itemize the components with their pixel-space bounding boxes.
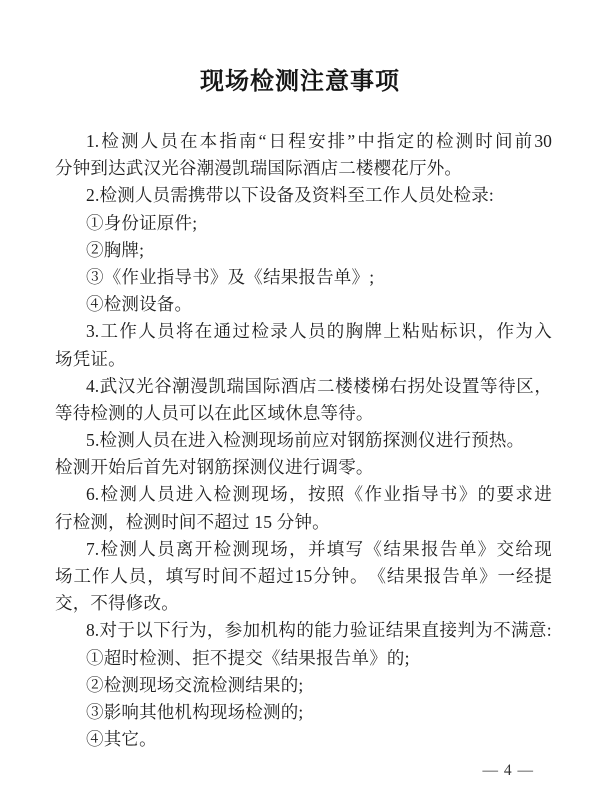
text-line-9: 场凭证。 [55,348,126,369]
text-line-14: 6. 检 测 人 员 进 入 检 测 现 场 ， 按 照 《 作 业 指 导 书 》 的 要 求 进 [86,484,552,505]
text-line-20: ①超时检测、拒不提交《结果报告单》的; [86,647,410,668]
text-line-18: 交，不得修改。 [55,593,179,614]
text-line-5: ②胸牌; [86,239,145,260]
text-line-3: 2.检测人员需携带以下设备及资料至工作人员处检录: [86,185,494,206]
text-line-11: 等待检测的人员可以在此区域休息等待。 [55,402,374,423]
text-line-21: ②检测现场交流检测结果的; [86,674,304,695]
body-text [55,128,552,753]
text-line-22: ③影响其他机构现场检测的; [86,701,304,722]
text-line-17: 场 工 作 人 员 ， 填 写 时 间 不 超 过 15 分 钟 。 《 结 果 报 告 单 》 一 经 提 [55,566,552,586]
text-line-12: 5.检测人员在进入检测现场前应对钢筋探测仪进行预热。 [86,430,525,451]
text-line-6: ③《作业指导书》及《结果报告单》; [86,266,375,287]
page-number: — 4 — [482,762,534,779]
text-line-10: 4. 武 汉 光 谷 潮 漫 凯 瑞 国 际 酒 店 二 楼 楼 梯 右 拐 处 设 置 等 待 区 ， [86,375,552,396]
page-title: 现场检测注意事项 [200,68,400,95]
text-line-7: ④检测设备。 [86,294,193,315]
text-line-13: 检测开始后首先对钢筋探测仪进行调零。 [55,457,374,478]
text-line-1: 1. 检 测 人 员 在 本 指 南 “ 日 程 安 排 ” 中 指 定 的 检 测 时 间 前 30 [86,131,552,151]
text-line-8: 3. 工 作 人 员 将 在 通 过 检 录 人 员 的 胸 牌 上 粘 贴 标 识 ， 作 为 入 [86,321,552,342]
text-line-23: ④其它。 [86,729,157,750]
text-line-4: ①身份证原件; [86,212,198,233]
text-line-2: 分钟到达武汉光谷潮漫凯瑞国际酒店二楼樱花厅外。 [55,158,463,179]
text-line-15: 行检测，检测时间不超过 15 分钟。 [55,511,330,532]
text-line-16: 7. 检 测 人 员 离 开 检 测 现 场 ， 并 填 写 《 结 果 报 告 单 》 交 给 现 [86,538,552,559]
text-line-19: 8. 对 于 以 下 行 为 ， 参 加 机 构 的 能 力 验 证 结 果 直 接 判 为 不 满 意 : [86,620,552,641]
